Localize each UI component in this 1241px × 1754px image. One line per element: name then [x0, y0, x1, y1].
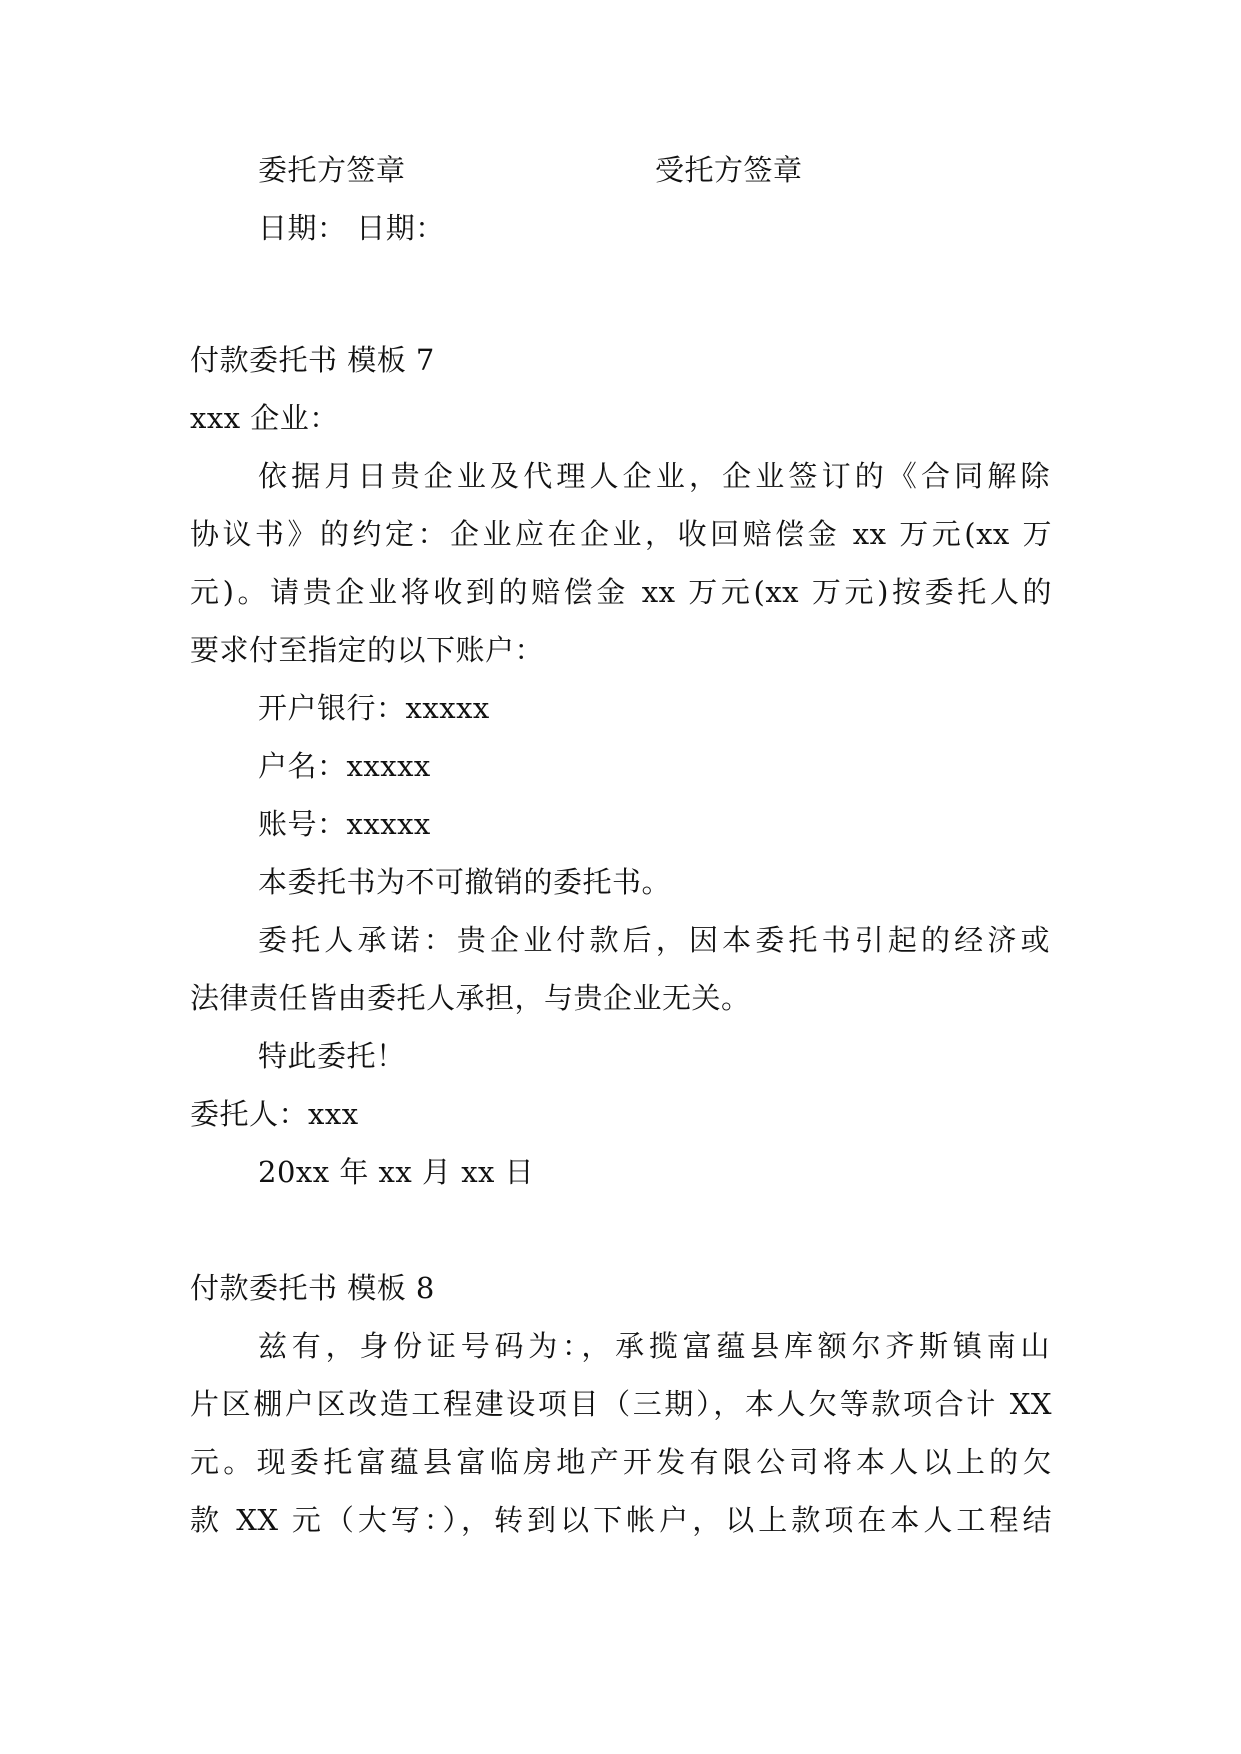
account-number-line: 账号：xxxxx — [258, 807, 431, 841]
template8-body-line-3: 元。现委托富蕴县富临房地产开发有限公司将本人以上的欠 — [190, 1445, 1052, 1479]
template7-body-line-3: 元)。请贵企业将收到的赔偿金 xx 万元(xx 万元)按委托人的 — [190, 575, 1052, 609]
closing-line: 特此委托！ — [258, 1039, 406, 1073]
irrevocable-statement: 本委托书为不可撤销的委托书。 — [258, 865, 672, 899]
template8-body-line-1: 兹有，身份证号码为：，承揽富蕴县库额尔齐斯镇南山 — [258, 1329, 1050, 1363]
template7-title: 付款委托书 模板 7 — [190, 343, 435, 377]
template7-body-line-1: 依据月日贵企业及代理人企业，企业签订的《合同解除 — [258, 459, 1050, 493]
template8-body-line-2: 片区棚户区改造工程建设项目（三期），本人欠等款项合计 XX — [190, 1387, 1052, 1421]
principal-line: 委托人：xxx — [190, 1097, 359, 1131]
template7-date: 20xx 年 xx 月 xx 日 — [258, 1155, 535, 1189]
account-name-line: 户名：xxxxx — [258, 749, 431, 783]
template7-body-line-2: 协议书》的约定：企业应在企业，收回赔偿金 xx 万元(xx 万 — [190, 517, 1052, 551]
agent-seal-label: 受托方签章 — [655, 153, 803, 187]
client-seal-label: 委托方签章 — [258, 153, 406, 187]
template8-title: 付款委托书 模板 8 — [190, 1271, 435, 1305]
template7-body-line-4: 要求付至指定的以下账户： — [190, 633, 545, 667]
promise-line-2: 法律责任皆由委托人承担，与贵企业无关。 — [190, 981, 751, 1015]
date-line: 日期： 日期： — [258, 211, 445, 245]
template7-addressee: xxx 企业： — [190, 401, 339, 435]
bank-line: 开户银行：xxxxx — [258, 691, 490, 725]
promise-line-1: 委托人承诺：贵企业付款后，因本委托书引起的经济或 — [258, 923, 1050, 957]
template8-body-line-4: 款 XX 元（大写：），转到以下帐户，以上款项在本人工程结 — [190, 1503, 1052, 1537]
